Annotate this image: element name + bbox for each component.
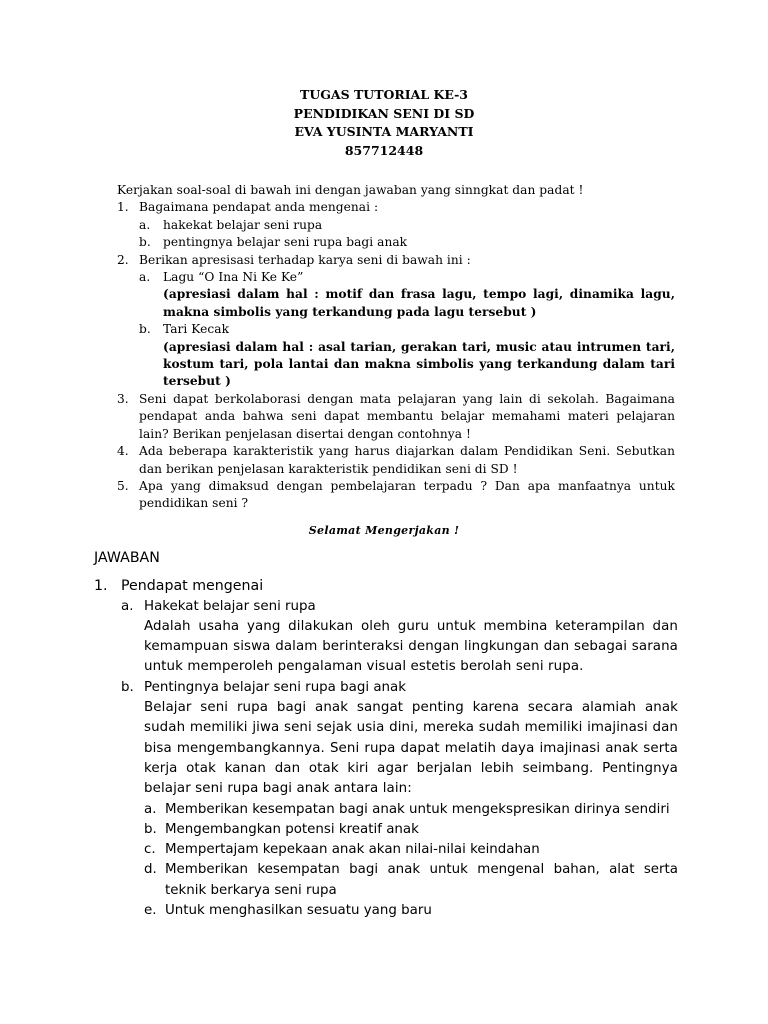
list-item [94, 860, 678, 901]
sub-text: Lagu “O Ina Ni Ke Ke” [163, 270, 304, 285]
list-text: Untuk menghasilkan sesuatu yang baru [165, 903, 432, 919]
document-header [0, 86, 768, 160]
sub-text: Tari Kecak [163, 322, 230, 337]
answer-heading-text: Pendapat mengenai [121, 578, 264, 595]
closing-note: Selamat Mengerjakan ! [308, 524, 460, 537]
question-2a [139, 269, 675, 321]
question-2 [117, 252, 675, 391]
answer-number: 1. [94, 578, 108, 595]
list-number: e. [144, 903, 157, 919]
sub-heading-text: Pentingnya belajar seni rupa bagi anak [144, 679, 406, 695]
question-text: Bagaimana pendapat anda mengenai : [139, 200, 379, 215]
question-number: 5. [117, 478, 129, 493]
answers-title: JAWABAN [94, 550, 160, 566]
list-item [94, 840, 678, 860]
list-item [94, 901, 678, 921]
student-name: EVA YUSINTA MARYANTI [294, 124, 474, 139]
instruction-text: Kerjakan soal-soal di bawah ini dengan jawaban yang sinngkat dan padat ! [117, 183, 584, 197]
sub-number: b. [139, 235, 151, 250]
sub-text: pentingnya belajar seni rupa bagi anak [163, 235, 408, 250]
question-1b [139, 234, 675, 251]
question-text: Berikan apresisasi terhadap karya seni di bawah ini : [139, 252, 471, 267]
list-text: Memberikan kesempatan bagi anak untuk mengenal bahan, alat serta teknik berkarya seni rupa [165, 862, 678, 898]
question-3 [117, 391, 675, 443]
question-text: Seni dapat berkolaborasi dengan mata pelajaran yang lain di sekolah. Bagaimana pendapat anda bahwa seni dapat membantu belajar memahami materi pelajaran lain? Berikan penjelasan disertai dengan contohnya ! [139, 391, 675, 441]
course-name: PENDIDIKAN SENI DI SD [293, 105, 475, 121]
question-number: 3. [117, 391, 129, 406]
sub-number: a. [121, 598, 134, 614]
answer-1a-body: Adalah usaha yang dilakukan oleh guru untuk membina keterampilan dan kemampuan siswa dalam berinteraksi dengan lingkungan dan sebagai sarana untuk memperoleh pengalaman visual estetis berolah seni rupa. [144, 618, 678, 675]
sub-note: (apresiasi dalam hal : motif dan frasa lagu, tempo lagi, dinamika lagu, makna simbolis yang terkandung pada lagu tersebut ) [163, 287, 675, 319]
question-2b [139, 321, 675, 391]
sub-number: a. [139, 270, 151, 285]
question-1 [117, 199, 675, 251]
question-number: 1. [117, 200, 129, 215]
sub-text: hakekat belajar seni rupa [163, 217, 323, 232]
answer-1a-heading [94, 597, 678, 617]
question-5 [117, 478, 675, 513]
list-text: Mengembangkan potensi kreatif anak [165, 821, 419, 837]
question-1a [139, 217, 675, 234]
answer-1b-heading [94, 678, 678, 698]
list-item [94, 800, 678, 820]
sub-heading-text: Hakekat belajar seni rupa [144, 598, 316, 614]
questions-section [117, 182, 675, 513]
question-4 [117, 443, 675, 478]
assignment-title: TUGAS TUTORIAL KE-3 [300, 87, 468, 102]
answer-1-heading [94, 576, 678, 596]
sub-number: b. [139, 322, 151, 337]
list-number: b. [144, 821, 157, 837]
sub-note: (apresiasi dalam hal : asal tarian, gerakan tari, music atau intrumen tari, kostum tari, pola lantai dan makna simbolis yang terkandung dalam tari tersebut ) [163, 339, 675, 389]
sub-number: a. [139, 217, 151, 232]
list-number: c. [144, 842, 156, 858]
list-number: a. [144, 801, 157, 817]
list-number: d. [144, 862, 157, 878]
list-text: Mempertajam kepekaan anak akan nilai-nilai keindahan [165, 842, 540, 858]
question-text: Apa yang dimaksud dengan pembelajaran terpadu ? Dan apa manfaatnya untuk pendidikan seni ? [139, 478, 675, 511]
question-number: 4. [117, 444, 129, 459]
list-item [94, 820, 678, 840]
question-number: 2. [117, 252, 129, 267]
list-text: Memberikan kesempatan bagi anak untuk mengekspresikan dirinya sendiri [165, 801, 670, 817]
answer-1b-body: Belajar seni rupa bagi anak sangat penting karena secara alamiah anak sudah memiliki jiwa seni sejak usia dini, mereka sudah memiliki imajinasi dan bisa mengembangkannya. Seni rupa dapat melatih daya imajinasi anak serta kerja otak kanan dan otak kiri agar berjalan lebih seimbang. Pentingnya belajar seni rupa bagi anak antara lain: [144, 700, 678, 797]
answers-section [94, 548, 678, 921]
sub-number: b. [121, 679, 134, 695]
question-text: Ada beberapa karakteristik yang harus diajarkan dalam Pendidikan Seni. Sebutkan dan berikan penjelasan karakteristik pendidikan seni di SD ! [139, 444, 675, 476]
student-id: 857712448 [344, 142, 424, 158]
